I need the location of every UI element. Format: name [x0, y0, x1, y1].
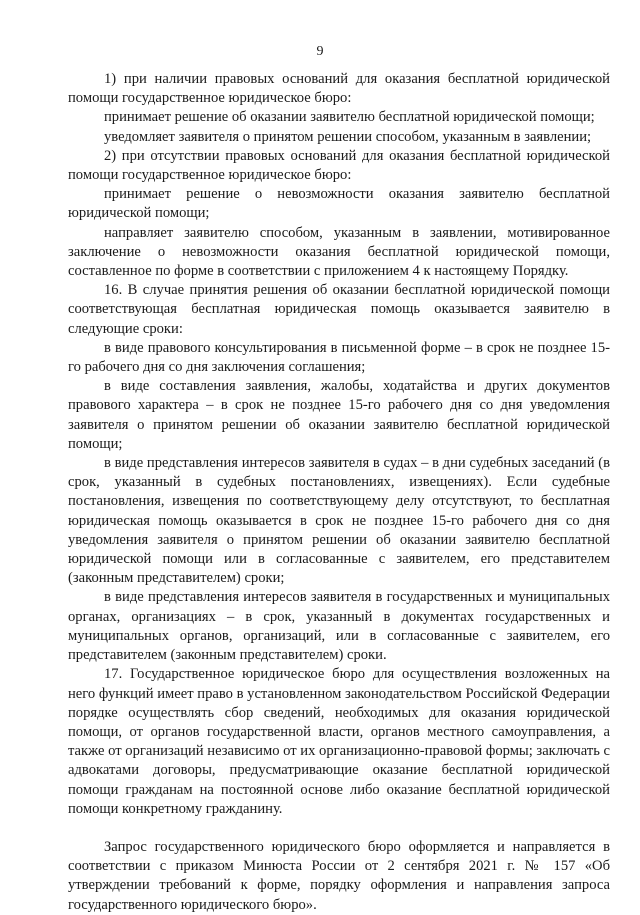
paragraph-10: в виде представления интересов заявителя в судах – в дни судебных заседаний (в срок, указанный в судебных постановлениях, извещениях). Если судебные постановления, извещения по соответствующему делу отсутствуют, то бесплатная юридическая помощь оказывается в срок не позднее 15-го рабочего дня со дня уведомления заявителя о принятом решении об оказании заявителю бесплатной юридической помощи или в согласованные с заявителем, его представителем (законным представителем) сроки; [68, 455, 610, 587]
paragraph-12: 17. Государственное юридическое бюро для осуществления возложенных на него функций имеет право в установленном законодательством Российской Федерации порядке осуществлять сбор сведений, необходимых для оказания юридической помощи, от органов государственной власти, органов местного самоуправления, а также от организаций независимо от их организационно-правовой формы; заключать с адвокатами договоры, предусматривающие оказание бесплатной юридической помощи гражданам на постоянной основе либо оказание бесплатной юридической помощи конкретному гражданину. [68, 666, 610, 817]
paragraph-6: направляет заявителю способом, указанным в заявлении, мотивированное заключение о невозможности оказания бесплатной юридической помощи, составленное по форме в соответствии с приложением 4 к настоящему Порядку. [68, 224, 610, 280]
paragraph-11: в виде представления интересов заявителя в государственных и муниципальных органах, организациях – в срок, указанный в документах государственных и муниципальных органов, организаций, или в согласованные с заявителем, его представителем (законным представителем) сроки. [68, 589, 610, 664]
paragraph-5: принимает решение о невозможности оказания заявителю бесплатной юридической помощи; [68, 186, 610, 222]
paragraph-1: 1) при наличии правовых оснований для оказания бесплатной юридической помощи государственное юридическое бюро: [68, 71, 610, 107]
paragraph-4: 2) при отсутствии правовых оснований для оказания бесплатной юридической помощи государственное юридическое бюро: [68, 147, 610, 184]
paragraph-13: Запрос государственного юридического бюро оформляется и направляется в соответствии с приказом Минюста России от 2 сентября 2021 г. № 157 «Об утверждении требований к форме, порядку оформления и направления запроса государственного юридического бюро». [68, 838, 610, 913]
paragraph-7: 16. В случае принятия решения об оказании бесплатной юридической помощи соответствующая бесплатная юридическая помощь оказывается заявителю в следующие сроки: [68, 282, 610, 337]
paragraph-8: в виде правового консультирования в письменной форме – в срок не позднее 15-го рабочего дня со дня заключения соглашения; [68, 339, 610, 376]
page-number: 9 [316, 44, 324, 59]
paragraph-9: в виде составления заявления, жалобы, ходатайства и других документов правового характера – в срок не позднее 15-го рабочего дня со дня уведомления заявителя о принятом решении об оказании заявителю бесплатной юридической помощи; [68, 378, 610, 452]
document-body [68, 70, 610, 915]
paragraph-3: уведомляет заявителя о принятом решении способом, указанным в заявлении; [104, 128, 592, 145]
paragraph-2: принимает решение об оказании заявителю бесплатной юридической помощи; [104, 109, 595, 126]
